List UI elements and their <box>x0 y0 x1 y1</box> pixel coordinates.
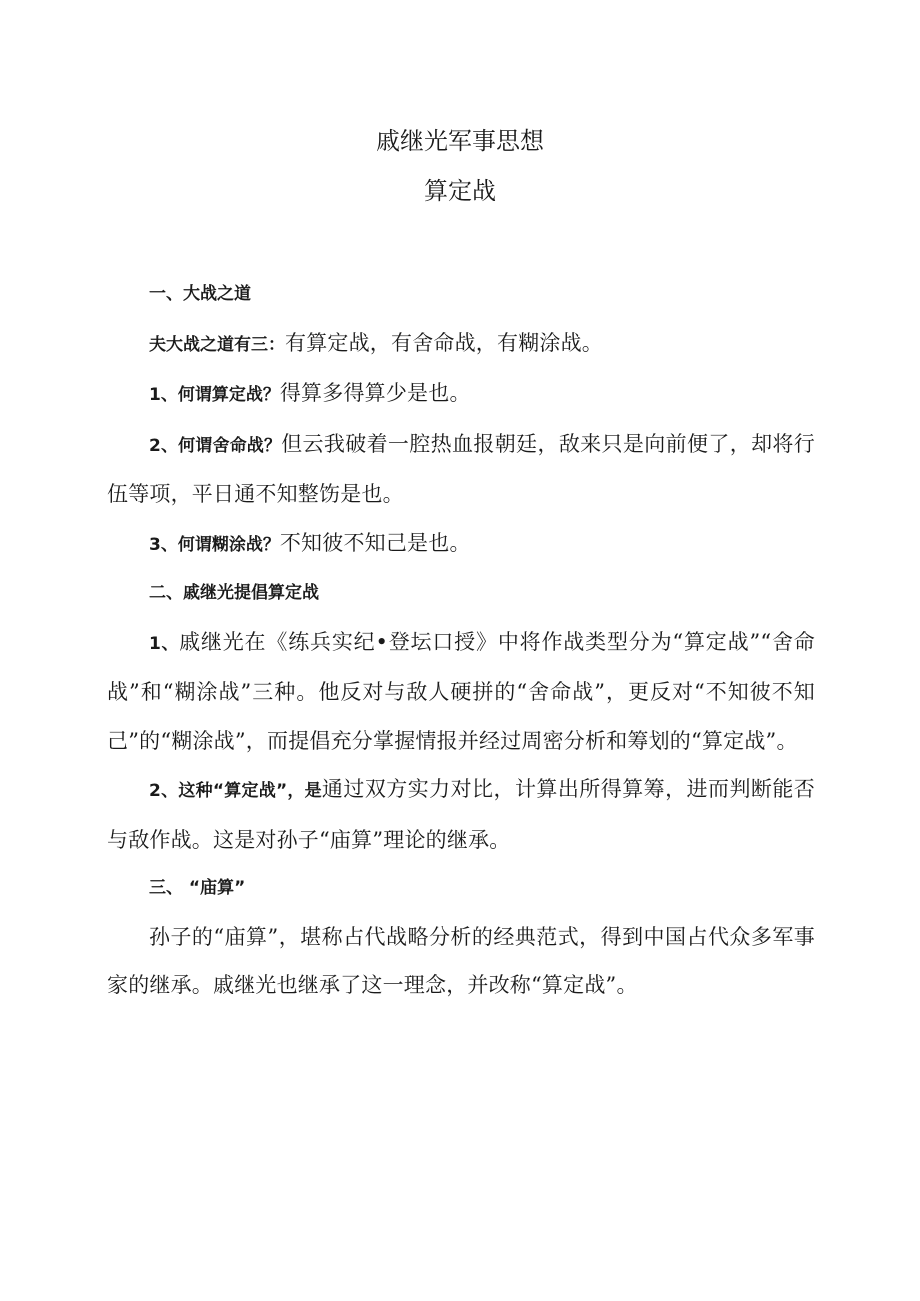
paragraph-sheming <box>107 420 815 519</box>
paragraph-text: 但云我破着一腔热血报朝廷，敌来只是向前便了，却将行伍等项，平日通不知整饬是也。 <box>107 431 815 506</box>
paragraph-miaosuan <box>107 913 815 1010</box>
paragraph-lead: 3、何谓糊涂战？ <box>149 534 280 555</box>
document-title: 戚继光军事思想 <box>376 127 544 155</box>
paragraph-text: 不知彼不知己是也。 <box>279 530 471 555</box>
paragraph-text: 有算定战，有舍命战，有糊涂战。 <box>285 330 603 355</box>
paragraph-lead: 1、何谓算定战？ <box>149 385 280 405</box>
section-heading-1: 一、大战之道 <box>149 284 251 304</box>
paragraph-lead: 2、何谓舍命战？ <box>149 435 282 456</box>
paragraph-text: 孙子的“庙算”，堪称占代战略分析的经典范式，得到中国占代众多军事家的继承。戚继光也继承了这一理念，并改称“算定战”。 <box>107 924 815 997</box>
section-heading-2: 二、戚继光提倡算定战 <box>149 583 319 603</box>
paragraph-text: 通过双方实力对比，计算出所得算筹，进而判断能否与敌作战。这是对孙子“庙算”理论的继承。 <box>107 777 815 852</box>
paragraph-hutu <box>107 519 815 570</box>
paragraph-text: 戚继光在《练兵实纪•登坛口授》中将作战类型分为“算定战”“舍命战”和“糊涂战”三种。他反对与敌人硬拼的“舍命战”，更反对“不知彼不知己”的“糊涂战”，而提倡充分掌握情报并经过周密分析和筹划的“算定战”。 <box>107 629 815 753</box>
paragraph-text: 得算多得算少是也。 <box>279 381 471 405</box>
paragraph-lead: 2、这种“算定战”，是 <box>149 781 322 801</box>
paragraph-suanding <box>107 369 815 420</box>
paragraph-lead: 1、 <box>149 633 180 654</box>
document-subtitle: 算定战 <box>424 177 496 205</box>
document-body <box>107 270 815 1010</box>
paragraph-calculation <box>107 765 815 864</box>
paragraph-lead: 夫大战之道有三： <box>149 334 285 355</box>
section-heading-3: 三、 “庙算” <box>149 878 246 898</box>
paragraph-three-types <box>107 319 815 370</box>
paragraph-classification <box>107 618 815 766</box>
